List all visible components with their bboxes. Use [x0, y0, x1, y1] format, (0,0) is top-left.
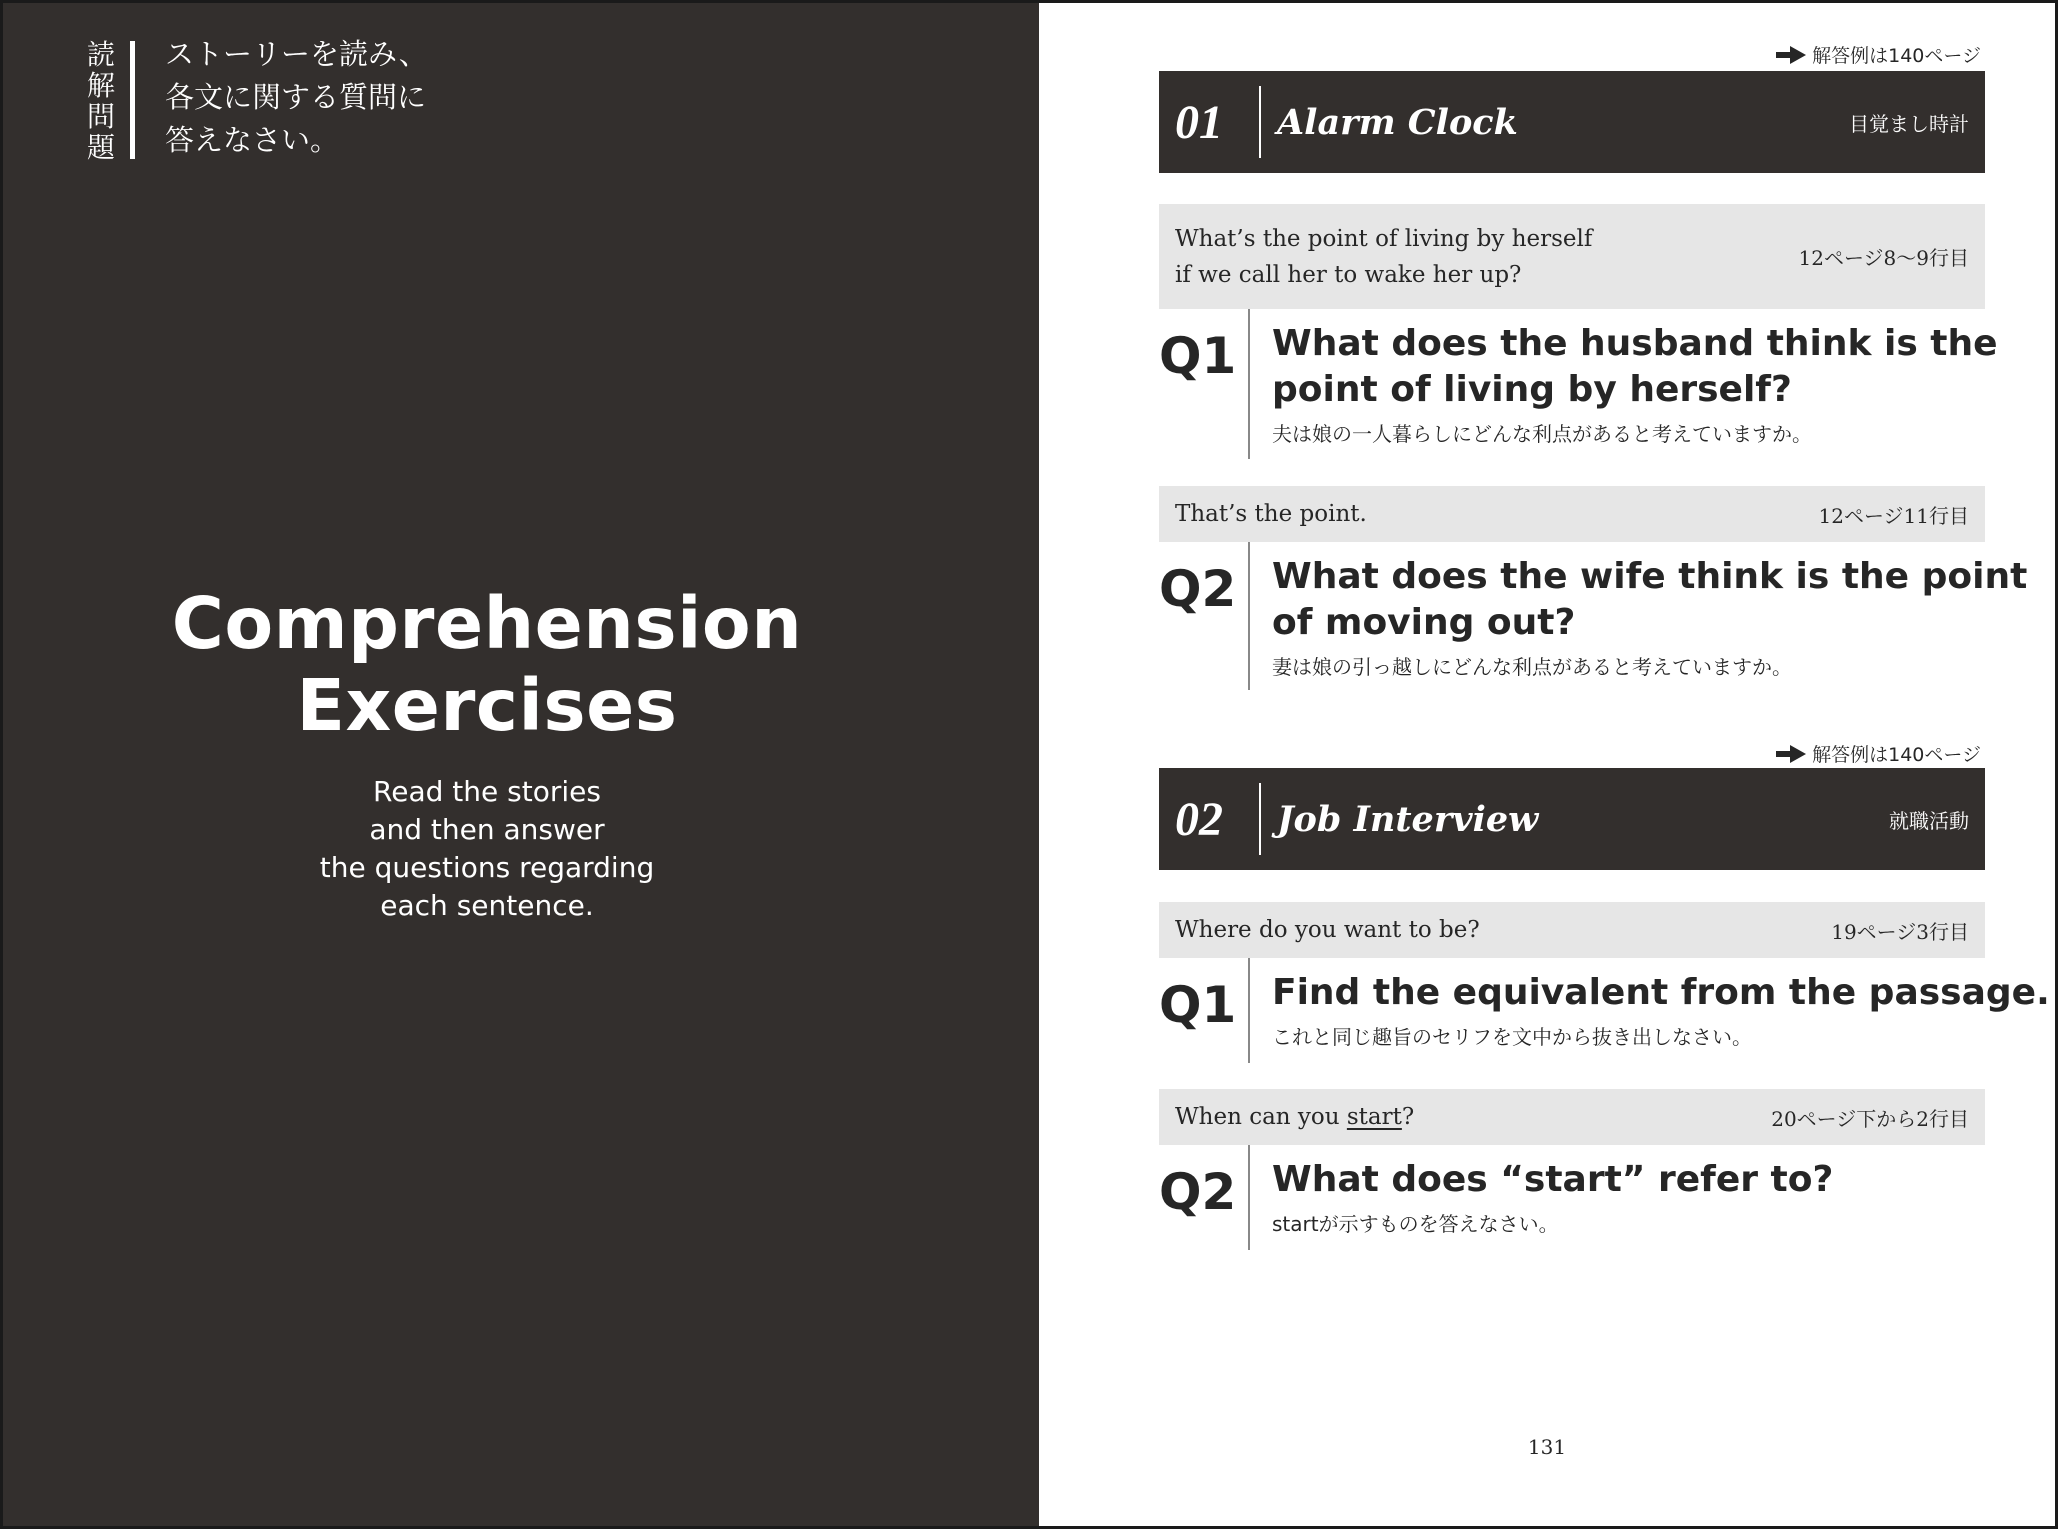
question-jp: これと同じ趣旨のセリフを文中から抜き出しなさい。 — [1272, 1025, 1752, 1049]
right-page — [1039, 3, 2055, 1526]
quote-bar — [1159, 486, 1985, 542]
page-title-line: Exercises — [296, 664, 678, 747]
question-text — [1272, 970, 2050, 1052]
section-divider — [1259, 783, 1261, 855]
question-jp: startが示すものを答えなさい。 — [1272, 1212, 1559, 1236]
quote-line: That’s the point. — [1175, 501, 1367, 527]
answer-reference — [1776, 41, 1981, 68]
question-divider — [1248, 958, 1250, 1063]
question-jp: 夫は娘の一人暮らしにどんな利点があると考えていますか。 — [1272, 422, 1812, 446]
quote-text — [1175, 221, 1592, 293]
quote-reference: 12ページ11行目 — [1818, 503, 1969, 528]
answer-reference-text: 解答例は140ページ — [1812, 744, 1981, 766]
quote-reference: 19ページ3行目 — [1831, 919, 1969, 944]
arrow-right-icon — [1776, 46, 1806, 64]
title-divider — [130, 41, 135, 159]
quote-bar — [1159, 1089, 1985, 1145]
answer-reference-text: 解答例は140ページ — [1812, 45, 1981, 67]
quote-bar — [1159, 204, 1985, 309]
question-text — [1272, 554, 2028, 682]
vertical-title — [87, 39, 115, 163]
quote-text — [1175, 912, 1480, 948]
quote-underlined-word: start — [1346, 1104, 1402, 1130]
question-line: What does “start” refer to? — [1272, 1159, 1834, 1200]
quote-line: Where do you want to be? — [1175, 917, 1480, 943]
vertical-title-char: 読 — [87, 38, 116, 71]
quote-line: What’s the point of living by herself — [1175, 225, 1593, 252]
question-block — [1159, 309, 1998, 459]
question-line: point of living by herself? — [1272, 369, 1792, 410]
subtitle-line: and then answer — [369, 813, 605, 846]
instruction-text — [165, 33, 428, 162]
quote-reference: 12ページ8～9行目 — [1798, 246, 1969, 270]
left-page — [3, 3, 1039, 1526]
vertical-title-char: 問 — [87, 100, 116, 133]
question-divider — [1248, 542, 1250, 690]
instruction-line: 答えなさい。 — [165, 123, 340, 157]
section-title: Alarm Clock — [1277, 101, 1518, 143]
quote-text — [1175, 496, 1367, 532]
quote-prefix: When can you — [1175, 1104, 1347, 1130]
section-divider — [1259, 86, 1261, 158]
quote-suffix: ? — [1401, 1104, 1415, 1130]
question-block — [1159, 1145, 1985, 1250]
quote-reference: 20ページ下から2行目 — [1771, 1106, 1969, 1131]
quote-bar — [1159, 902, 1985, 958]
quote-line: if we call her to wake her up? — [1175, 261, 1522, 288]
vertical-title-char: 題 — [87, 131, 116, 164]
question-label: Q1 — [1159, 327, 1237, 385]
page-number: 131 — [1527, 1435, 1567, 1459]
section-title-jp: 就職活動 — [1889, 808, 1969, 833]
section-header — [1159, 71, 1985, 173]
subtitle-line: the questions regarding — [319, 851, 655, 884]
arrow-right-icon — [1776, 745, 1806, 763]
question-label: Q2 — [1159, 560, 1237, 618]
question-text — [1272, 321, 1998, 449]
question-jp: 妻は娘の引っ越しにどんな利点があると考えていますか。 — [1272, 655, 1792, 679]
subtitle-line: Read the stories — [373, 775, 601, 808]
instruction-line: ストーリーを読み、 — [165, 37, 428, 71]
quote-line — [1175, 1099, 1414, 1135]
instruction-line: 各文に関する質問に — [165, 80, 427, 114]
book-spread — [3, 3, 2055, 1526]
page-title-line: Comprehension — [171, 582, 803, 665]
question-text — [1272, 1157, 1972, 1239]
vertical-title-char: 解 — [87, 69, 116, 102]
question-line: of moving out? — [1272, 602, 1576, 643]
question-block — [1159, 542, 2028, 690]
subtitle-line: each sentence. — [380, 889, 594, 922]
page-title — [3, 583, 971, 747]
section-header — [1159, 768, 1985, 870]
answer-reference — [1776, 740, 1981, 767]
section-number: 01 — [1175, 95, 1223, 149]
question-line: What does the wife think is the point — [1272, 556, 2028, 597]
question-divider — [1248, 1145, 1250, 1250]
question-line: What does the husband think is the — [1272, 323, 1998, 364]
question-label: Q2 — [1159, 1163, 1237, 1221]
question-divider — [1248, 309, 1250, 459]
section-title: Job Interview — [1277, 798, 1539, 840]
question-line: Find the equivalent from the passage. — [1272, 972, 2050, 1013]
page-subtitle — [3, 773, 971, 925]
section-number: 02 — [1175, 792, 1223, 846]
section-title-jp: 目覚まし時計 — [1849, 111, 1969, 136]
question-label: Q1 — [1159, 976, 1237, 1034]
quote-text — [1175, 1099, 1414, 1135]
question-block — [1159, 958, 2050, 1063]
